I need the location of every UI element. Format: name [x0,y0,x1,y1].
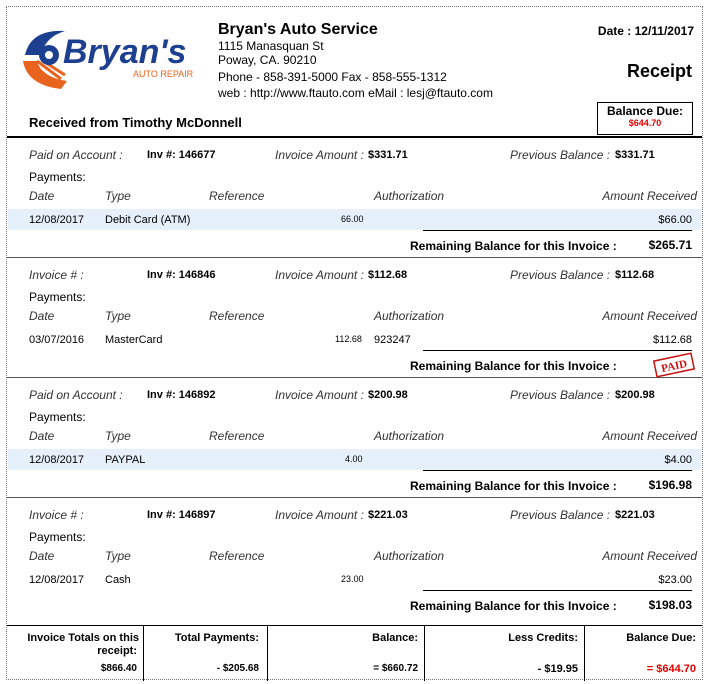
remaining-label: Remaining Balance for this Invoice : [410,239,617,253]
invoice-number: Inv #: 146897 [147,509,216,521]
col-amount-received: Amount Received [602,189,697,203]
col-reference: Reference [209,549,265,563]
invoice-amount-label: Invoice Amount : [275,508,364,522]
previous-balance: $221.03 [615,509,655,521]
col-amount-received: Amount Received [602,429,697,443]
col-type: Type [105,189,131,203]
col-type: Type [105,549,131,563]
remaining-label: Remaining Balance for this Invoice : [410,359,617,373]
remaining-label: Remaining Balance for this Invoice : [410,479,617,493]
invoice-amount-label: Invoice Amount : [275,268,364,282]
invoice-kind: Invoice # : [29,508,84,522]
total-payments-value: - $205.68 [216,663,259,674]
company-name: Bryan's Auto Service [218,21,378,38]
logo-text: Bryan's [63,33,187,71]
invoice-kind: Paid on Account : [29,388,123,402]
payment-type: MasterCard [105,334,163,346]
payments-label: Payments: [29,290,86,304]
invoice-number: Inv #: 146892 [147,389,216,401]
paid-stamp-icon [652,351,695,379]
remaining-balance: $265.71 [648,238,692,252]
invoice-section [7,378,702,498]
invoice-amount: $331.71 [368,149,408,161]
company-address-1: 1115 Manasquan St [218,39,324,53]
totals-cell-credits [425,626,585,681]
logo-swoosh-icon [23,31,67,89]
previous-balance: $200.98 [615,389,655,401]
previous-balance-label: Previous Balance : [510,268,611,282]
invoice-amount: $112.68 [368,269,408,281]
col-authorization: Authorization [374,429,445,443]
invoice-totals-value: $866.40 [100,663,137,674]
receipt-page [6,6,703,680]
previous-balance-label: Previous Balance : [510,508,611,522]
invoice-kind: Paid on Account : [29,148,123,162]
col-date: Date [29,429,55,443]
invoice-kind: Invoice # : [29,268,84,282]
payment-type: Cash [105,574,131,586]
col-amount-received: Amount Received [602,549,697,563]
col-type: Type [105,429,131,443]
totals-balance-due-label: Balance Due: [626,632,696,644]
col-amount-received: Amount Received [602,309,697,323]
logo-subtext: AUTO REPAIR [133,69,194,79]
previous-balance-label: Previous Balance : [510,148,611,162]
col-type: Type [105,309,131,323]
less-credits-value: - $19.95 [537,663,578,675]
balance-due-box [597,102,693,135]
payment-date: 12/08/2017 [29,574,85,586]
invoice-section [7,138,702,258]
invoice-totals-label-1: Invoice Totals on this [27,632,139,644]
totals-balance-due-value: = $644.70 [646,663,696,675]
payment-received: $4.00 [664,454,692,466]
row-divider [423,590,692,591]
receipt-title: Receipt [626,61,692,81]
total-payments-label: Total Payments: [174,632,259,644]
svg-text:PAID: PAID [660,357,689,376]
invoice-amount: $200.98 [368,389,408,401]
col-authorization: Authorization [374,549,445,563]
invoice-section [7,498,702,618]
receipt-date: Date : 12/11/2017 [597,24,694,38]
received-from: Received from Timothy McDonnell [29,115,242,130]
payment-received: $66.00 [658,214,692,226]
payments-label: Payments: [29,410,86,424]
balance-due-label: Balance Due: [606,104,684,118]
col-reference: Reference [209,309,265,323]
balance-due-value: $644.70 [628,118,662,128]
invoice-amount-label: Invoice Amount : [275,388,364,402]
company-web: web : http://www.ftauto.com eMail : lesj@ftauto.com [218,86,493,100]
payment-date: 12/08/2017 [29,214,85,226]
payment-ref-amount: 4.00 [345,454,363,464]
col-date: Date [29,549,55,563]
payment-date: 03/07/2016 [29,334,85,346]
row-divider [423,230,692,231]
balance-label: Balance: [372,632,418,644]
receipt-totals [7,625,702,680]
company-logo [21,21,199,93]
previous-balance-label: Previous Balance : [510,388,611,402]
row-divider [423,350,692,351]
payment-authorization: 923247 [374,334,411,346]
payment-ref-amount: 66.00 [341,214,364,224]
col-reference: Reference [209,189,265,203]
remaining-balance: $196.98 [648,478,692,492]
totals-cell-invoice [7,626,144,681]
invoice-number: Inv #: 146677 [147,149,216,161]
invoice-totals-label-2: receipt: [97,645,137,657]
col-date: Date [29,189,55,203]
payment-ref-amount: 112.68 [335,334,362,344]
payment-date: 12/08/2017 [29,454,85,466]
previous-balance: $331.71 [615,149,655,161]
previous-balance: $112.68 [615,269,655,281]
col-date: Date [29,309,55,323]
balance-value: = $660.72 [373,663,418,674]
payment-ref-amount: 23.00 [341,574,364,584]
payment-received: $23.00 [658,574,692,586]
totals-cell-balance-due [585,626,702,681]
remaining-balance: $198.03 [648,598,692,612]
totals-cell-balance [268,626,425,681]
payment-type: Debit Card (ATM) [105,214,191,226]
payment-type: PAYPAL [105,454,146,466]
col-authorization: Authorization [374,309,445,323]
payments-label: Payments: [29,170,86,184]
company-address-2: Poway, CA. 90210 [218,53,317,67]
remaining-label: Remaining Balance for this Invoice : [410,599,617,613]
invoice-amount: $221.03 [368,509,408,521]
company-phone: Phone - 858-391-5000 Fax - 858-555-1312 [218,70,447,84]
payments-label: Payments: [29,530,86,544]
invoice-number: Inv #: 146846 [147,269,216,281]
payment-received: $112.68 [653,334,692,346]
totals-cell-payments [144,626,268,681]
col-authorization: Authorization [374,189,445,203]
row-divider [423,470,692,471]
less-credits-label: Less Credits: [508,632,578,644]
invoice-section [7,258,702,378]
invoice-amount-label: Invoice Amount : [275,148,364,162]
col-reference: Reference [209,429,265,443]
